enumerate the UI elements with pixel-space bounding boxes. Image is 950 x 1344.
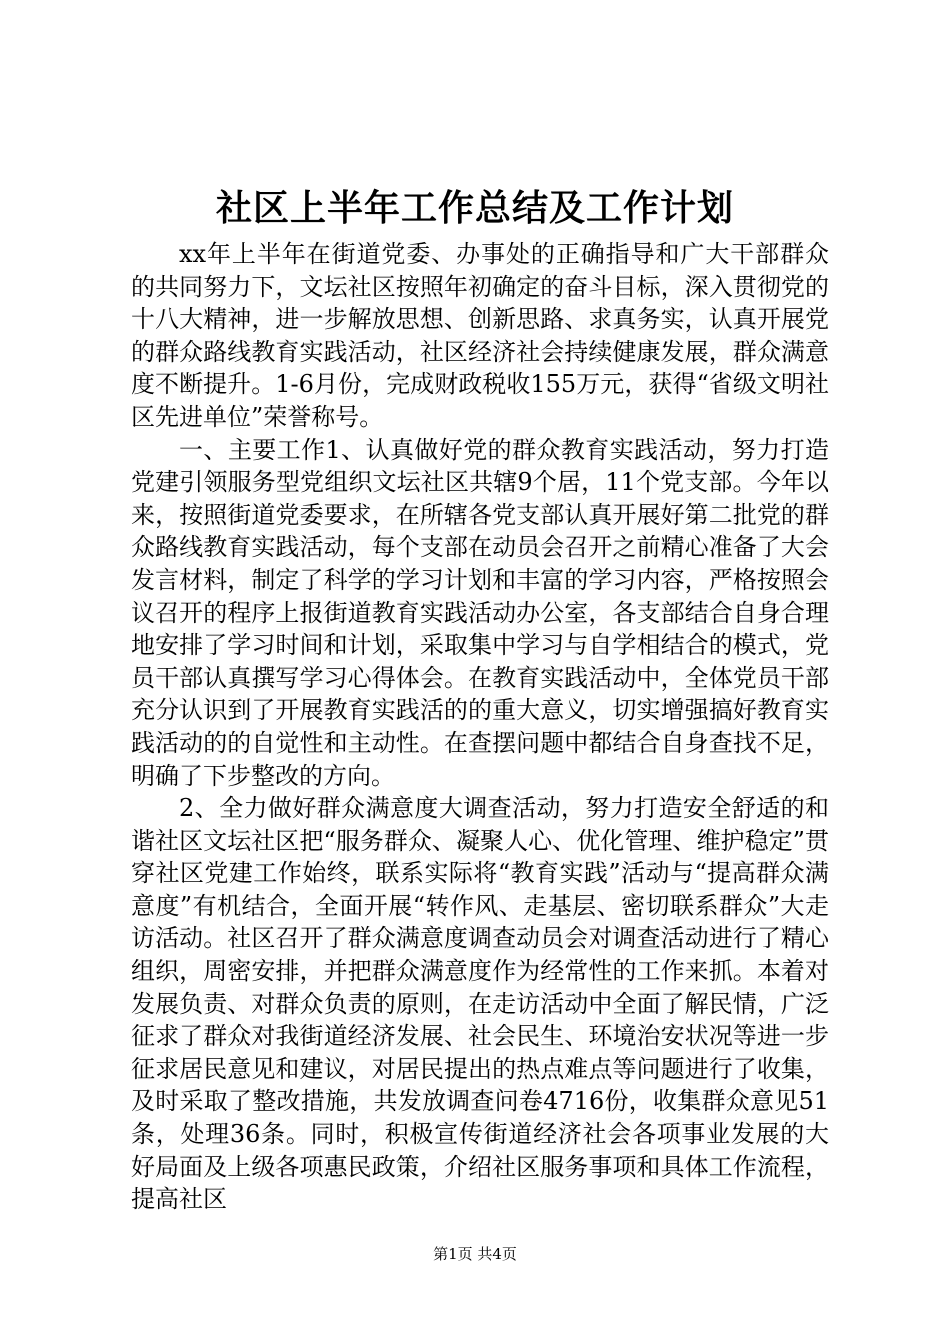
- paragraph-main-work-2: 2、全力做好群众满意度大调查活动，努力打造安全舒适的和谐社区文坛社区把“服务群众、凝聚人心、优化管理、维护稳定”贯穿社区党建工作始终，联系实际将“教育实践”活动与“提高群众满意度”有机结合，全面开展“转作风、走基层、密切联系群众”大走访活动。社区召开了群众满意度调查动员会对调查活动进行了精心组织，周密安排，并把群众满意度作为经常性的工作来抓。本着对发展负责、对群众负责的原则，在走访活动中全面了解民情，广泛征求了群众对我街道经济发展、社会民生、环境治安状况等进一步征求居民意见和建议，对居民提出的热点难点等问题进行了收集，及时采取了整改措施，共发放调查问卷4716份，收集群众意见51条，处理36条。同时，积极宣传街道经济社会各项事业发展的大好局面及上级各项惠民政策，介绍社区服务事项和具体工作流程，提高社区: [131, 794, 829, 1214]
- document-body: [131, 238, 829, 1216]
- paragraph-intro: xx年上半年在街道党委、办事处的正确指导和广大干部群众的共同努力下，文坛社区按照年初确定的奋斗目标，深入贯彻党的十八大精神，进一步解放思想、创新思路、求真务实，认真开展党的群众路线教育实践活动，社区经济社会持续健康发展，群众满意度不断提升。1-6月份，完成财政税收155万元，获得“省级文明社区先进单位”荣誉称号。: [131, 240, 829, 431]
- document-title: 社区上半年工作总结及工作计划: [215, 187, 734, 229]
- page-number-footer: 第1页 共4页: [433, 1245, 517, 1263]
- paragraph-main-work-1: 一、主要工作1、认真做好党的群众教育实践活动，努力打造党建引领服务型党组织文坛社区共辖9个居，11个党支部。今年以来，按照街道党委要求，在所辖各党支部认真开展好第二批党的群众路线教育实践活动，每个支部在动员会召开之前精心准备了大会发言材料，制定了科学的学习计划和丰富的学习内容，严格按照会议召开的程序上报街道教育实践活动办公室，各支部结合自身合理地安排了学习时间和计划，采取集中学习与自学相结合的模式，党员干部认真撰写学习心得体会。在教育实践活动中，全体党员干部充分认识到了开展教育实践活的的重大意义，切实增强搞好教育实践活动的的自觉性和主动性。在查摆问题中都结合自身查找不足，明确了下步整改的方向。: [131, 435, 829, 790]
